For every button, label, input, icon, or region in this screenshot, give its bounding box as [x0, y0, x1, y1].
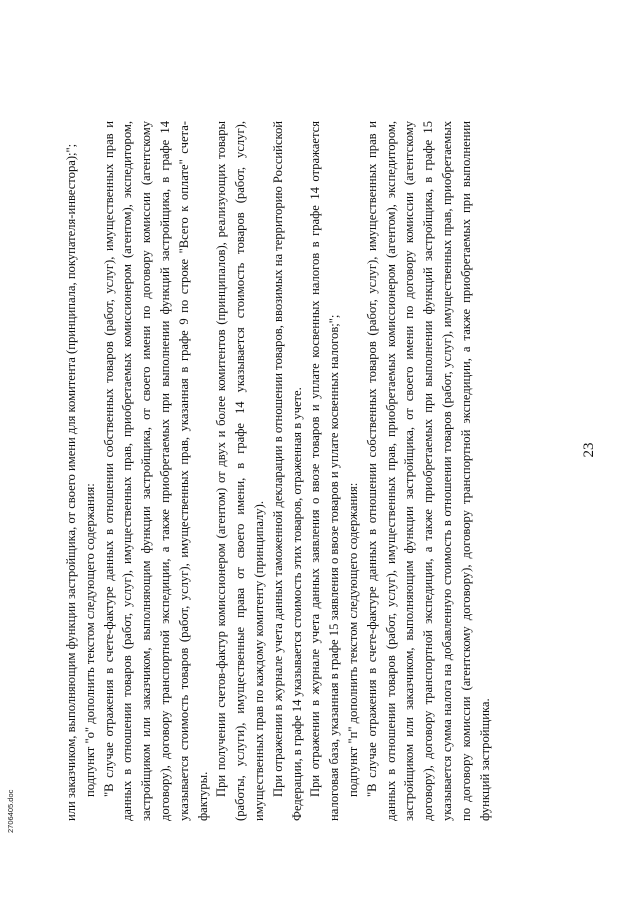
paragraph: При получении счетов-фактур комиссионером (агентом) от двух и более комитентов (принципалов), реализующих товары (работы, услуги), имущественные права от своего имени, в графе 14 указывается стоимость товаров (работ, услуг), имущественных прав по каждому комитенту (принципалу).	[214, 121, 266, 821]
paragraph: или заказчиком, выполняющим функции застройщика, от своего имени для комитента (принципала, покупателя-инвестора);";	[64, 143, 78, 821]
paragraph: При отражении в журнале учета данных заявления о ввозе товаров и уплате косвенных налогов в графе 14 отражается налоговая база, указанная в графе 15 заявления о ввозе товаров и уплате косвенных налогов;";	[308, 121, 342, 821]
page-number: 23	[581, 442, 597, 458]
paragraph: "В случае отражения в счете-фактуре данных в отношении собственных товаров (работ, услуг), имущественных прав и данных в отношении товаров (работ, услуг), имущественных прав, приобретаемых комиссионером (агентом), экспедитором, застройщиком или заказчиком, выполняющим функции застройщика, от своего имени по договору комиссии (агентскому договору), договору транспортной экспедиции, а также приобретаемых при выполнении функций застройщика, в графе 15 указывается сумма налога на добавленную стоимость в отношении товаров (работ, услуг), имущественных прав, приобретаемых по договору комиссии (агентскому договору), договору транспортной экспедиции, а также приобретаемых при выполнении функций застройщика.	[364, 121, 492, 821]
paragraph: При отражении в журнале учета данных таможенной декларации в отношении товаров, ввозимых на территорию Российской Федерации, в графе 14 указывается стоимость этих товаров, отраженная в учете.	[270, 121, 304, 821]
paragraph: "В случае отражения в счете-фактуре данных в отношении собственных товаров (работ, услуг), имущественных прав и данных в отношении товаров (работ, услуг), имущественных прав, приобретаемых комиссионером (агентом), экспедитором, застройщиком или заказчиком, выполняющим функции застройщика, от своего имени по договору комиссии (агентскому договору), договору транспортной экспедиции, а также приобретаемых при выполнении функций застройщика, в графе 14 указывается стоимость товаров (работ, услуг), имущественных прав, указанная в графе 9 по строке "Всего к оплате" счета-фактуры.	[101, 121, 210, 821]
document-file-code: 2706405.doc	[6, 789, 15, 833]
document-body	[62, 121, 494, 821]
paragraph: подпункт "п" дополнить текстом следующего содержания:	[345, 482, 360, 797]
paragraph: подпункт "о" дополнить текстом следующего содержания:	[82, 483, 97, 797]
